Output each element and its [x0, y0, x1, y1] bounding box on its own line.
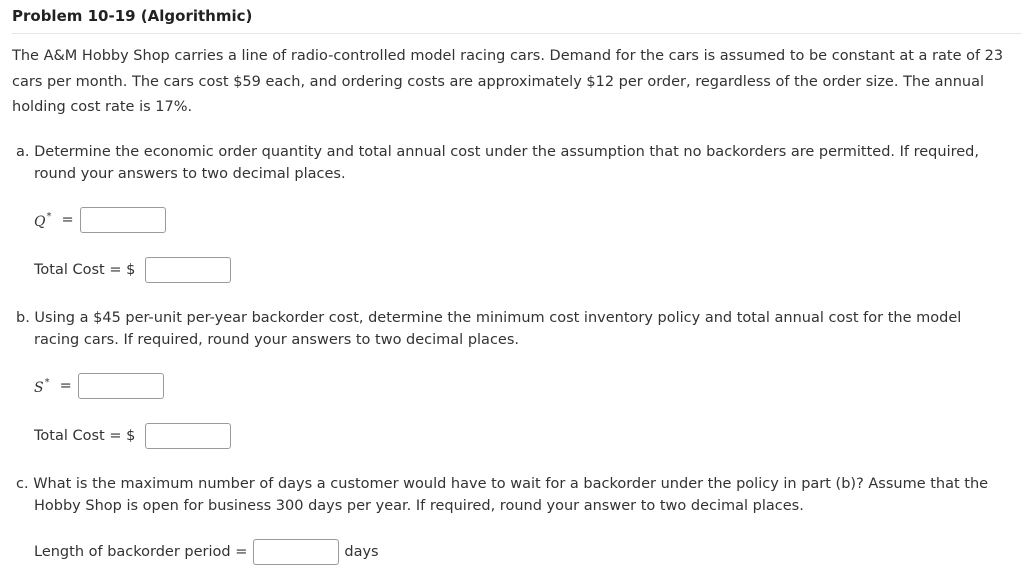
q-star-input[interactable]: [80, 207, 166, 233]
problem-intro: [12, 44, 1024, 121]
q-star-equals: =: [61, 212, 74, 228]
backorder-length-label: Length of backorder period =: [34, 544, 248, 560]
total-cost-a-input[interactable]: [145, 257, 231, 283]
part-a-question: [16, 141, 1016, 185]
intro-line-3: holding cost rate is 17%.: [12, 99, 193, 115]
backorder-length-input[interactable]: [253, 539, 339, 565]
part-c-question: [16, 473, 1016, 517]
intro-line-1: The A&M Hobby Shop carries a line of radio-controlled model racing cars. Demand for the cars is assumed to be constant at a rate of 23: [12, 48, 1004, 64]
title-divider: [12, 33, 1022, 34]
s-star-row: [34, 373, 164, 399]
part-b-line-1: b. Using a $45 per-unit per-year backorder cost, determine the minimum cost inventory policy and total annual cost for the model: [16, 310, 962, 326]
days-units-label: days: [344, 544, 379, 560]
total-cost-b-label: Total Cost = $: [34, 428, 136, 444]
s-star-label: S*: [34, 376, 50, 396]
s-star-input[interactable]: [78, 373, 164, 399]
total-cost-a-row: [34, 257, 231, 283]
intro-line-2: cars per month. The cars cost $59 each, and ordering costs are approximately $12 per order, regardless of the order size. The annual: [12, 73, 985, 90]
part-c-line-1: c. What is the maximum number of days a customer would have to wait for a backorder under the policy in part (b)? Assume that the: [16, 476, 989, 492]
part-b-question: [16, 307, 1016, 351]
part-b-line-2: racing cars. If required, round your answers to two decimal places.: [34, 332, 519, 348]
q-star-label: Q*: [34, 210, 52, 230]
total-cost-b-input[interactable]: [145, 423, 231, 449]
total-cost-a-label: Total Cost = $: [34, 262, 136, 278]
part-c-line-2: Hobby Shop is open for business 300 days per year. If required, round your answer to two decimal places.: [34, 498, 804, 514]
part-a-line-1: a. Determine the economic order quantity and total annual cost under the assumption that no backorders are permitted. If required,: [16, 144, 979, 160]
total-cost-b-row: [34, 423, 231, 449]
s-star-equals: =: [59, 378, 72, 394]
q-star-row: [34, 207, 166, 233]
part-a-line-2: round your answers to two decimal places.: [34, 166, 346, 182]
backorder-length-row: [34, 539, 379, 565]
problem-title: Problem 10-19 (Algorithmic): [12, 7, 253, 25]
